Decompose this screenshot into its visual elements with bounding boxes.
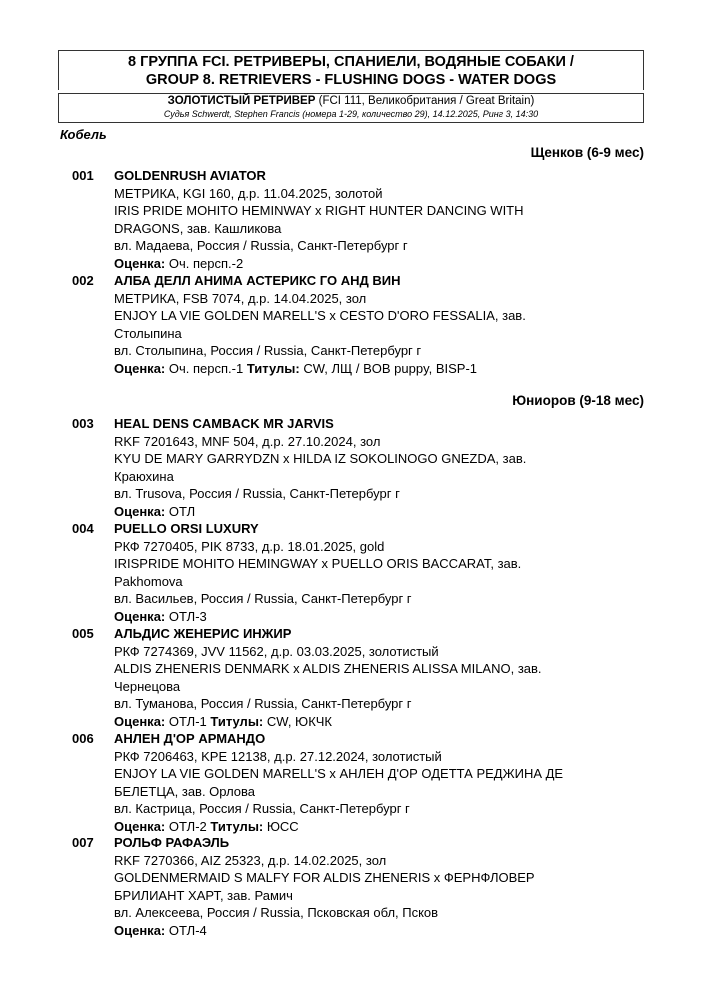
dog-entry (72, 625, 652, 730)
owner: вл. Алексеева, Россия / Russia, Псковская обл, Псков (114, 905, 439, 920)
titles-value: CW, ЮКЧК (266, 713, 332, 729)
owner: вл. Васильев, Россия / Russia, Санкт-Петербург г (114, 591, 412, 606)
owner: вл. Туманова, Россия / Russia, Санкт-Петербург г (114, 696, 412, 711)
parents: IRIS PRIDE MOHITO HEMINWAY x RIGHT HUNTER DANCING WITH (114, 203, 524, 218)
grade-value: Оч. персп.-1 (168, 360, 244, 376)
parents-breeder: БЕЛЕТЦА, зав. Орлова (114, 783, 256, 799)
registration: РКФ 7274369, JVV 11562, д.р. 03.03.2025, золотистый (114, 643, 439, 659)
parents: GOLDENMERMAID S MALFY FOR ALDIS ZHENERIS x ФЕРНФЛОВЕР (114, 870, 535, 885)
parents-breeder: Столыпина (114, 325, 182, 341)
parents-breeder: Чернецова (114, 678, 181, 694)
grade-line (114, 922, 652, 940)
owner: вл. Кастрица, Россия / Russia, Санкт-Петербург г (114, 801, 410, 816)
parents: IRISPRIDE MOHITO HEMINGWAY x PUELLO ORIS BACCARAT, зав. (114, 556, 522, 571)
dog-name: GOLDENRUSH AVIATOR (114, 168, 266, 183)
breed-info: (FCI 111, Великобритания / Great Britain) (318, 95, 535, 107)
dog-name: АЛБА ДЕЛЛ АНИМА АСТЕРИКС ГО АНД ВИН (114, 273, 401, 288)
dog-name: АЛЬДИС ЖЕНЕРИС ИНЖИР (114, 626, 292, 641)
registration: РКФ 7270405, PIK 8733, д.р. 18.01.2025, gold (114, 538, 385, 554)
grade-value: ОТЛ-4 (168, 922, 207, 938)
judge-info: Судья Schwerdt, Stephen Francis (номера 1-29, количество 29), 14.12.2025, Ринг 3, 14:30 (163, 109, 539, 119)
entry-number: 007 (72, 835, 94, 850)
dog-name: АНЛЕН Д'ОР АРМАНДО (114, 731, 266, 746)
registration: РКФ 7206463, KPE 12138, д.р. 27.12.2024, золотистый (114, 748, 442, 764)
grade-label: Оценка: (114, 818, 166, 834)
dog-entry (72, 834, 652, 939)
parents-breeder: Краюхина (114, 468, 174, 484)
dog-entry (72, 520, 652, 625)
entry-number: 004 (72, 521, 94, 536)
grade-line (114, 255, 652, 273)
entry-number: 002 (72, 273, 94, 288)
class-heading-junior: Юниоров (9-18 мес) (512, 393, 644, 408)
dog-name: РОЛЬФ РАФАЭЛЬ (114, 835, 230, 850)
entry-number: 001 (72, 168, 94, 183)
titles-label: Титулы: (246, 360, 300, 376)
grade-label: Оценка: (114, 255, 166, 271)
grade-line (114, 818, 652, 836)
parents: ALDIS ZHENERIS DENMARK x ALDIS ZHENERIS ALISSA MILANO, зав. (114, 661, 542, 676)
dog-entry (72, 415, 652, 520)
titles-label: Титулы: (210, 818, 264, 834)
grade-line (114, 360, 652, 378)
titles-value: CW, ЛЩ / BOB puppy, BISP-1 (303, 360, 478, 376)
grade-line (114, 608, 652, 626)
grade-label: Оценка: (114, 503, 166, 519)
grade-line (114, 713, 652, 731)
dog-name: PUELLO ORSI LUXURY (114, 521, 259, 536)
registration: МЕТРИКА, KGI 160, д.р. 11.04.2025, золотой (114, 185, 383, 201)
grade-label: Оценка: (114, 713, 166, 729)
registration: RKF 7201643, MNF 504, д.р. 27.10.2024, зол (114, 433, 381, 449)
parents-breeder: БРИЛИАНТ ХАРТ, зав. Рамич (114, 887, 293, 903)
entry-number: 005 (72, 626, 94, 641)
grade-value: ОТЛ-1 (168, 713, 207, 729)
titles-label: Титулы: (210, 713, 264, 729)
group-title-ru: 8 ГРУППА FCI. РЕТРИВЕРЫ, СПАНИЕЛИ, ВОДЯНЫЕ СОБАКИ / (128, 54, 574, 70)
owner: вл. Trusova, Россия / Russia, Санкт-Петербург г (114, 486, 400, 501)
registration: RKF 7270366, AIZ 25323, д.р. 14.02.2025, зол (114, 852, 387, 868)
owner: вл. Столыпина, Россия / Russia, Санкт-Петербург г (114, 343, 422, 358)
grade-value: Оч. персп.-2 (168, 255, 244, 271)
class-heading-puppy: Щенков (6-9 мес) (530, 145, 644, 160)
titles-value: ЮСС (266, 818, 299, 834)
registration: МЕТРИКА, FSB 7074, д.р. 14.04.2025, зол (114, 290, 367, 306)
dog-entry (72, 167, 652, 272)
grade-value: ОТЛ-3 (168, 608, 207, 624)
dog-entry (72, 272, 652, 377)
parents: ENJOY LA VIE GOLDEN MARELL'S x АНЛЕН Д'ОР ОДЕТТА РЕДЖИНА ДЕ (114, 766, 564, 781)
grade-line (114, 503, 652, 521)
grade-value: ОТЛ (168, 503, 196, 519)
group-title-en: GROUP 8. RETRIEVERS - FLUSHING DOGS - WATER DOGS (145, 72, 557, 88)
grade-value: ОТЛ-2 (168, 818, 207, 834)
breed-name: ЗОЛОТИСТЫЙ РЕТРИВЕР (167, 95, 316, 107)
owner: вл. Мадаева, Россия / Russia, Санкт-Петербург г (114, 238, 408, 253)
sex-heading: Кобель (60, 127, 107, 142)
parents: KYU DE MARY GARRYDZN x HILDA IZ SOKOLINOGO GNEZDA, зав. (114, 451, 527, 466)
grade-label: Оценка: (114, 608, 166, 624)
entry-number: 006 (72, 731, 94, 746)
breed-header (58, 93, 644, 123)
dog-name: HEAL DENS CAMBACK MR JARVIS (114, 416, 334, 431)
parents-breeder: DRAGONS, зав. Кашликова (114, 220, 282, 236)
parents: ENJOY LA VIE GOLDEN MARELL'S x CESTO D'ORO FESSALIA, зав. (114, 308, 526, 323)
grade-label: Оценка: (114, 922, 166, 938)
dog-entry (72, 730, 652, 835)
entry-number: 003 (72, 416, 94, 431)
group-header (58, 50, 644, 90)
grade-label: Оценка: (114, 360, 166, 376)
parents-breeder: Pakhomova (114, 573, 183, 589)
